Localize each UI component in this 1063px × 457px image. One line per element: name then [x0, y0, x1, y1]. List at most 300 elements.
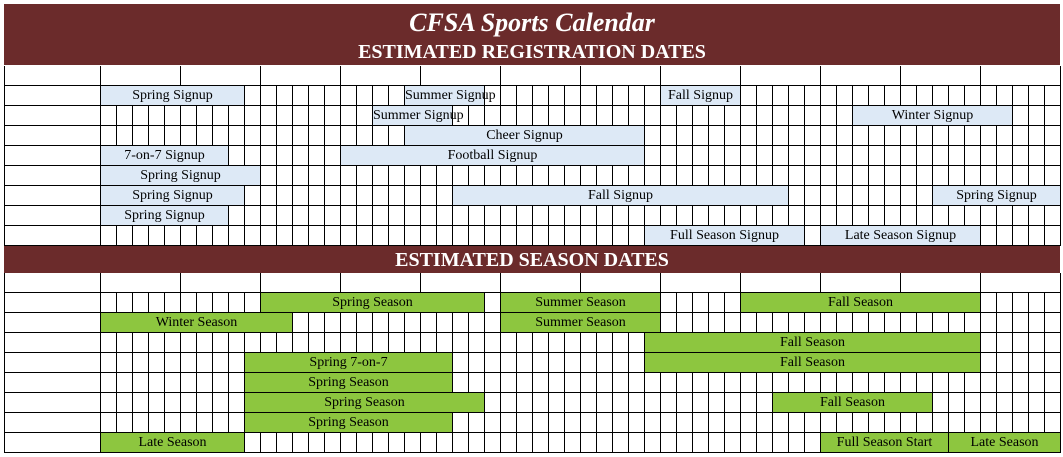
week-cell — [949, 413, 965, 433]
week-cell — [789, 146, 805, 166]
week-cell — [805, 106, 821, 126]
week-cell — [133, 333, 149, 353]
week-cell — [757, 373, 773, 393]
week-cell — [965, 313, 981, 333]
week-cell — [677, 146, 693, 166]
week-cell — [709, 206, 725, 226]
week-cell — [997, 166, 1013, 186]
week-cell — [437, 433, 453, 453]
week-cell — [917, 126, 933, 146]
week-cell — [581, 433, 597, 453]
week-cell — [581, 226, 597, 246]
week-cell — [117, 373, 133, 393]
week-cell — [789, 86, 805, 106]
week-cell — [853, 313, 869, 333]
week-cell — [869, 146, 885, 166]
week-cell — [789, 186, 805, 206]
week-cell — [469, 226, 485, 246]
week-cell — [517, 373, 533, 393]
week-cell — [693, 413, 709, 433]
week-cell — [453, 373, 469, 393]
week-cell — [485, 313, 501, 333]
week-cell — [821, 126, 837, 146]
week-cell — [101, 373, 117, 393]
week-cell — [853, 126, 869, 146]
week-cell — [757, 206, 773, 226]
season-bar: Summer Season — [501, 313, 661, 333]
week-cell — [773, 106, 789, 126]
week-cell — [1013, 206, 1029, 226]
week-cell — [965, 206, 981, 226]
signup-bar: Late Season Signup — [821, 226, 981, 246]
week-cell — [309, 86, 325, 106]
week-cell — [805, 166, 821, 186]
month-header-september — [741, 66, 821, 86]
week-cell — [549, 86, 565, 106]
week-cell — [549, 373, 565, 393]
week-cell — [341, 86, 357, 106]
week-cell — [229, 146, 245, 166]
week-cell — [805, 226, 821, 246]
week-cell — [405, 166, 421, 186]
week-cell — [181, 126, 197, 146]
week-cell — [693, 106, 709, 126]
week-cell — [373, 186, 389, 206]
week-cell — [517, 433, 533, 453]
week-cell — [773, 206, 789, 226]
week-cell — [869, 126, 885, 146]
week-cell — [405, 433, 421, 453]
week-cell — [581, 373, 597, 393]
week-cell — [981, 146, 997, 166]
week-cell — [613, 333, 629, 353]
week-cell — [645, 373, 661, 393]
week-cell — [149, 293, 165, 313]
week-cell — [597, 86, 613, 106]
week-cell — [613, 166, 629, 186]
week-cell — [709, 166, 725, 186]
week-cell — [453, 433, 469, 453]
week-cell — [517, 106, 533, 126]
week-cell — [789, 166, 805, 186]
week-cell — [565, 166, 581, 186]
week-cell — [917, 146, 933, 166]
week-cell — [341, 106, 357, 126]
week-cell — [373, 226, 389, 246]
week-cell — [581, 206, 597, 226]
week-cell — [757, 126, 773, 146]
signup-bar: Spring Signup — [101, 166, 261, 186]
calendar-title: CFSA Sports Calendar — [4, 4, 1060, 37]
week-cell — [517, 393, 533, 413]
week-cell — [725, 106, 741, 126]
week-cell — [629, 86, 645, 106]
week-cell — [101, 293, 117, 313]
week-cell — [245, 86, 261, 106]
week-cell — [437, 313, 453, 333]
week-cell — [501, 413, 517, 433]
week-cell — [645, 146, 661, 166]
week-cell — [1029, 166, 1045, 186]
month-header-september — [741, 273, 821, 293]
week-cell — [277, 146, 293, 166]
week-cell — [693, 373, 709, 393]
week-cell — [661, 166, 677, 186]
registration-table — [4, 66, 1060, 246]
week-cell — [917, 313, 933, 333]
week-cell — [293, 106, 309, 126]
week-cell — [661, 293, 677, 313]
week-cell — [389, 86, 405, 106]
week-cell — [597, 333, 613, 353]
week-cell — [1045, 313, 1061, 333]
week-cell — [341, 166, 357, 186]
week-cell — [101, 353, 117, 373]
week-cell — [549, 333, 565, 353]
week-cell — [1045, 86, 1061, 106]
week-cell — [933, 126, 949, 146]
week-cell — [789, 313, 805, 333]
week-cell — [229, 393, 245, 413]
week-cell — [165, 413, 181, 433]
week-cell — [661, 106, 677, 126]
week-cell — [581, 413, 597, 433]
week-cell — [277, 226, 293, 246]
week-cell — [981, 393, 997, 413]
week-cell — [293, 126, 309, 146]
week-cell — [565, 433, 581, 453]
week-cell — [533, 166, 549, 186]
week-cell — [661, 433, 677, 453]
sport-label-volleyball — [5, 413, 101, 433]
week-cell — [453, 353, 469, 373]
week-cell — [565, 333, 581, 353]
week-cell — [869, 373, 885, 393]
week-cell — [373, 313, 389, 333]
week-cell — [405, 206, 421, 226]
week-cell — [581, 166, 597, 186]
week-cell — [773, 126, 789, 146]
week-cell — [997, 86, 1013, 106]
week-cell — [181, 393, 197, 413]
week-cell — [261, 226, 277, 246]
season-bar: Fall Season — [741, 293, 981, 313]
week-cell — [133, 293, 149, 313]
week-cell — [293, 433, 309, 453]
week-cell — [245, 226, 261, 246]
week-cell — [101, 333, 117, 353]
week-cell — [469, 166, 485, 186]
week-cell — [117, 353, 133, 373]
week-cell — [933, 86, 949, 106]
week-cell — [773, 373, 789, 393]
week-cell — [725, 313, 741, 333]
week-cell — [789, 373, 805, 393]
week-cell — [933, 393, 949, 413]
week-cell — [901, 413, 917, 433]
week-cell — [517, 226, 533, 246]
week-cell — [1045, 293, 1061, 313]
week-cell — [645, 206, 661, 226]
week-cell — [805, 433, 821, 453]
signup-bar: Fall Signup — [661, 86, 741, 106]
week-cell — [277, 186, 293, 206]
week-cell — [245, 106, 261, 126]
week-cell — [629, 413, 645, 433]
week-cell — [325, 106, 341, 126]
week-cell — [549, 433, 565, 453]
week-cell — [197, 333, 213, 353]
week-cell — [805, 206, 821, 226]
week-cell — [565, 393, 581, 413]
week-cell — [885, 206, 901, 226]
week-cell — [965, 126, 981, 146]
week-cell — [117, 393, 133, 413]
signup-bar: Fall Signup — [453, 186, 789, 206]
week-cell — [549, 226, 565, 246]
week-cell — [1045, 413, 1061, 433]
week-cell — [757, 106, 773, 126]
week-cell — [677, 106, 693, 126]
week-cell — [901, 186, 917, 206]
week-cell — [357, 206, 373, 226]
week-cell — [629, 106, 645, 126]
week-cell — [661, 206, 677, 226]
week-cell — [981, 413, 997, 433]
week-cell — [421, 206, 437, 226]
week-cell — [725, 146, 741, 166]
week-cell — [181, 353, 197, 373]
month-header-august — [661, 273, 741, 293]
signup-bar: Summer Signup — [373, 106, 453, 126]
week-cell — [309, 106, 325, 126]
week-cell — [117, 333, 133, 353]
season-bar: Fall Season — [645, 333, 981, 353]
week-cell — [197, 126, 213, 146]
week-cell — [197, 353, 213, 373]
week-cell — [757, 433, 773, 453]
month-header-august — [661, 66, 741, 86]
week-cell — [725, 413, 741, 433]
month-header-may — [421, 66, 501, 86]
week-cell — [213, 106, 229, 126]
week-cell — [613, 413, 629, 433]
week-cell — [933, 413, 949, 433]
week-cell — [389, 206, 405, 226]
week-cell — [1013, 226, 1029, 246]
week-cell — [997, 146, 1013, 166]
week-cell — [229, 413, 245, 433]
week-cell — [997, 206, 1013, 226]
week-cell — [949, 393, 965, 413]
week-cell — [373, 206, 389, 226]
week-cell — [341, 433, 357, 453]
week-cell — [245, 126, 261, 146]
week-cell — [869, 186, 885, 206]
week-cell — [661, 126, 677, 146]
week-cell — [533, 413, 549, 433]
week-cell — [501, 333, 517, 353]
week-cell — [981, 86, 997, 106]
week-cell — [325, 433, 341, 453]
week-cell — [373, 333, 389, 353]
week-cell — [165, 353, 181, 373]
month-header-july — [581, 66, 661, 86]
week-cell — [389, 226, 405, 246]
week-cell — [677, 373, 693, 393]
week-cell — [1029, 106, 1045, 126]
week-cell — [485, 166, 501, 186]
week-cell — [661, 393, 677, 413]
week-cell — [773, 86, 789, 106]
week-cell — [661, 373, 677, 393]
week-cell — [533, 353, 549, 373]
week-cell — [1013, 126, 1029, 146]
week-cell — [933, 206, 949, 226]
week-cell — [597, 413, 613, 433]
week-cell — [165, 126, 181, 146]
week-cell — [277, 333, 293, 353]
week-cell — [213, 333, 229, 353]
sport-label-basketball — [5, 106, 101, 126]
week-cell — [741, 86, 757, 106]
week-cell — [165, 226, 181, 246]
week-cell — [389, 333, 405, 353]
week-cell — [309, 226, 325, 246]
week-cell — [933, 373, 949, 393]
week-cell — [741, 106, 757, 126]
week-cell — [965, 373, 981, 393]
week-cell — [821, 373, 837, 393]
week-cell — [1045, 166, 1061, 186]
season-bar: Spring Season — [245, 393, 485, 413]
week-cell — [805, 86, 821, 106]
week-cell — [389, 433, 405, 453]
week-cell — [485, 373, 501, 393]
week-cell — [629, 353, 645, 373]
week-cell — [613, 206, 629, 226]
week-cell — [421, 333, 437, 353]
week-cell — [629, 226, 645, 246]
week-cell — [101, 413, 117, 433]
week-cell — [357, 433, 373, 453]
week-cell — [213, 126, 229, 146]
week-cell — [261, 206, 277, 226]
week-cell — [165, 373, 181, 393]
week-cell — [901, 86, 917, 106]
sport-label-cheerleading — [5, 333, 101, 353]
week-cell — [1013, 106, 1029, 126]
week-cell — [869, 86, 885, 106]
week-cell — [261, 166, 277, 186]
week-cell — [213, 293, 229, 313]
week-cell — [213, 226, 229, 246]
week-cell — [997, 226, 1013, 246]
signup-bar: Cheer Signup — [405, 126, 645, 146]
week-cell — [245, 333, 261, 353]
week-cell — [805, 413, 821, 433]
week-cell — [485, 333, 501, 353]
week-cell — [309, 186, 325, 206]
week-cell — [997, 293, 1013, 313]
week-cell — [325, 313, 341, 333]
week-cell — [341, 206, 357, 226]
week-cell — [229, 353, 245, 373]
week-cell — [133, 226, 149, 246]
week-cell — [837, 413, 853, 433]
week-cell — [245, 293, 261, 313]
week-cell — [389, 186, 405, 206]
week-cell — [357, 313, 373, 333]
sport-column-header — [5, 66, 101, 86]
week-cell — [917, 166, 933, 186]
week-cell — [709, 106, 725, 126]
signup-bar: 7-on-7 Signup — [101, 146, 229, 166]
week-cell — [853, 146, 869, 166]
week-cell — [805, 373, 821, 393]
week-cell — [197, 413, 213, 433]
week-cell — [709, 413, 725, 433]
week-cell — [101, 226, 117, 246]
week-cell — [485, 353, 501, 373]
week-cell — [901, 166, 917, 186]
week-cell — [981, 313, 997, 333]
week-cell — [645, 166, 661, 186]
week-cell — [533, 433, 549, 453]
week-cell — [613, 393, 629, 413]
week-cell — [629, 206, 645, 226]
week-cell — [533, 393, 549, 413]
week-cell — [789, 433, 805, 453]
week-cell — [741, 373, 757, 393]
week-cell — [133, 126, 149, 146]
week-cell — [357, 166, 373, 186]
sport-label-soccer — [5, 186, 101, 206]
week-cell — [1013, 313, 1029, 333]
week-cell — [885, 413, 901, 433]
signup-bar: Spring Signup — [101, 186, 245, 206]
week-cell — [741, 126, 757, 146]
week-cell — [645, 413, 661, 433]
week-cell — [581, 106, 597, 126]
week-cell — [821, 313, 837, 333]
week-cell — [581, 393, 597, 413]
week-cell — [229, 106, 245, 126]
week-cell — [677, 166, 693, 186]
week-cell — [485, 433, 501, 453]
week-cell — [853, 86, 869, 106]
week-cell — [357, 86, 373, 106]
week-cell — [229, 373, 245, 393]
week-cell — [1013, 413, 1029, 433]
week-cell — [485, 293, 501, 313]
week-cell — [693, 313, 709, 333]
week-cell — [597, 206, 613, 226]
sport-label-cheerleading — [5, 126, 101, 146]
week-cell — [853, 413, 869, 433]
week-cell — [725, 373, 741, 393]
week-cell — [293, 313, 309, 333]
week-cell — [773, 166, 789, 186]
month-header-march — [261, 66, 341, 86]
week-cell — [981, 373, 997, 393]
week-cell — [229, 126, 245, 146]
week-cell — [1029, 393, 1045, 413]
week-cell — [613, 433, 629, 453]
week-cell — [437, 166, 453, 186]
week-cell — [821, 166, 837, 186]
week-cell — [997, 333, 1013, 353]
